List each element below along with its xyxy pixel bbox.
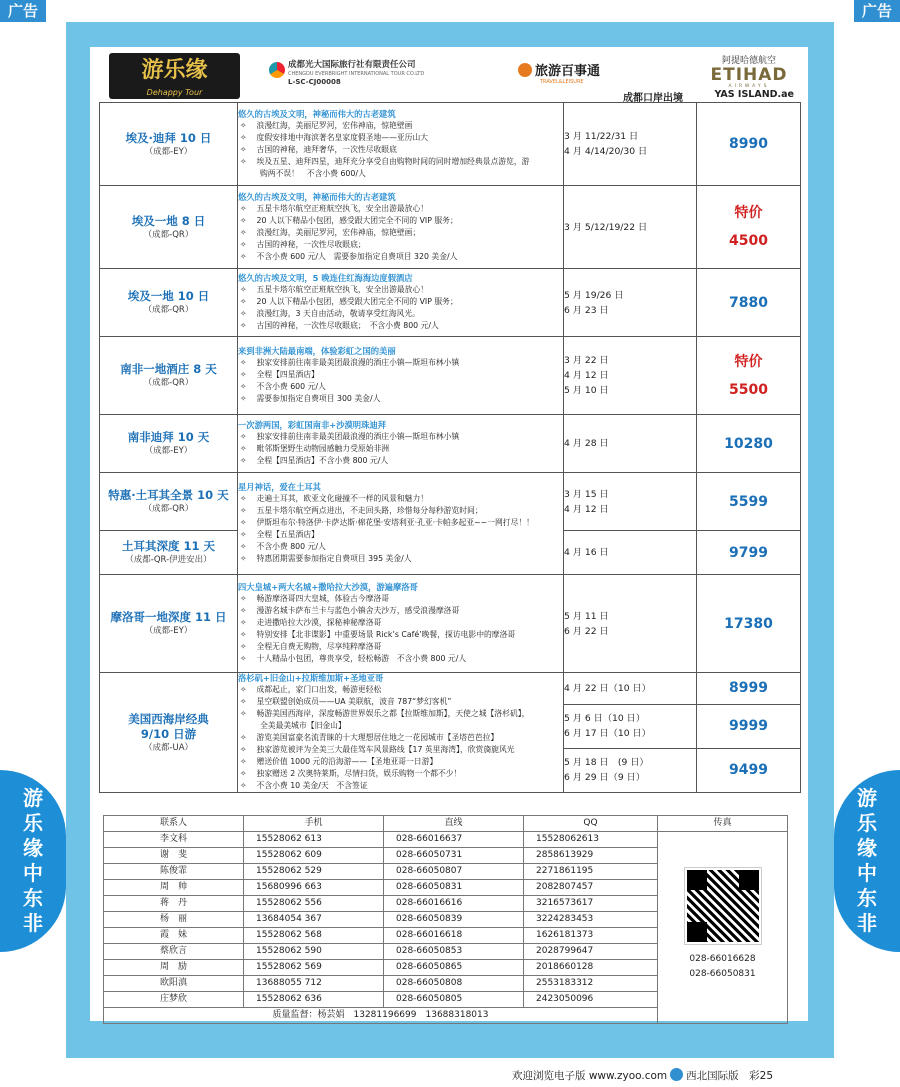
tour-name: 南非一地酒庄 8 天	[120, 362, 217, 376]
contact-name: 霞 妹	[104, 928, 244, 944]
tour-price-cell	[697, 415, 801, 473]
contact-cell: 1626181373	[524, 928, 658, 944]
contact-header-row	[104, 816, 788, 832]
travel-brand	[518, 60, 600, 85]
site-logo-icon	[670, 1068, 683, 1081]
side-char: 中	[857, 861, 877, 885]
tour-date: 4 月 12 日	[564, 503, 609, 515]
tour-date: 5 月 18 日 (9 日）	[564, 757, 649, 769]
contact-cell: 15528062613	[524, 832, 658, 848]
tour-price-cell	[697, 531, 801, 575]
fax-cell	[658, 832, 788, 1024]
contact-header: 联系人	[104, 816, 244, 832]
tour-feature: ✧ 星空联盟创始成员——UA 美联航，波音 787“梦幻客机”	[238, 696, 563, 708]
contact-name: 庄梦欣	[104, 992, 244, 1008]
tour-feature: ✧ 成都起止，家门口出发，畅游更轻松	[238, 684, 563, 696]
tour-dates	[564, 103, 697, 186]
tour-route: （成都-QR）	[143, 504, 194, 514]
tour-feature: ✧ 20 人以下精品小包团，感受跟大团完全不同的 VIP 服务；	[238, 215, 563, 227]
tour-price: 8999	[729, 680, 768, 697]
contact-cell: 15528062 529	[244, 864, 384, 880]
tour-date: 5 月 10 日	[564, 385, 609, 396]
contact-name: 李文科	[104, 832, 244, 848]
contact-cell: 15528062 569	[244, 960, 384, 976]
contact-cell: 2018660128	[524, 960, 658, 976]
contact-cell: 3216573617	[524, 896, 658, 912]
tour-description	[238, 337, 564, 415]
tour-dates	[564, 704, 697, 748]
tour-feature: ✧ 走遍土耳其，欧亚文化碰撞不一样的风景和魅力！	[238, 493, 563, 505]
side-char: 非	[23, 911, 43, 935]
tour-price-cell	[697, 473, 801, 531]
travel-brand-name: 旅游百事通	[535, 64, 601, 79]
contact-cell: 15528062 636	[244, 992, 384, 1008]
header	[90, 47, 808, 102]
tour-feature: ✧ 游览美国富豪名流青睐的十大理想居住地之一花园城市【圣塔芭芭拉】	[238, 732, 563, 744]
tour-feature: ✧ 赠送价值 1000 元的沿海游——【圣地亚哥一日游】	[238, 756, 563, 768]
tour-feature: ✧ 十人精品小包团，尊贵享受，轻松畅游 不含小费 800 元/人	[238, 653, 563, 665]
tour-date: 3 月 15 日	[564, 488, 609, 500]
contact-cell: 15528062 590	[244, 944, 384, 960]
tour-heading: 一次游两国，彩虹国南非+沙漠明珠迪拜	[238, 420, 387, 430]
ad-label-left: 广告	[0, 0, 46, 22]
tour-feature: ✧ 五星卡塔尔航空正班航空执飞，安全出游最放心！	[238, 284, 563, 296]
tour-feature: 全美最美城市【旧金山】	[260, 721, 346, 730]
contact-cell: 028-66050839	[384, 912, 524, 928]
side-char: 游	[23, 786, 43, 810]
tour-name: 埃及·迪拜 10 日	[125, 130, 212, 145]
tour-feature: ✧ 浪漫红海，美丽尼罗河，宏伟神庙，惊艳壁画	[238, 120, 563, 132]
contact-header: 手机	[244, 816, 384, 832]
contact-name: 陈俊霏	[104, 864, 244, 880]
tour-dates	[564, 575, 697, 673]
page-number: 彩25	[749, 1070, 774, 1082]
tour-heading: 悠久的古埃及文明，神秘而伟大的古老建筑	[238, 108, 396, 119]
contact-name: 周 励	[104, 960, 244, 976]
tour-date: 4 月 12 日	[564, 370, 609, 381]
tour-feature: ✧ 20 人以下精品小包团，感受跟大团完全不同的 VIP 服务；	[238, 296, 563, 308]
tour-date: 3 月 5/12/19/22 日	[564, 221, 648, 233]
tour-row	[100, 575, 801, 673]
tour-name-cell	[100, 575, 238, 673]
tour-feature: ✧ 古国的神秘，迪拜奢华，一次性尽收眼底	[238, 144, 563, 156]
contact-cell: 2271861195	[524, 864, 658, 880]
tour-dates	[564, 473, 697, 531]
tour-route: （成都-QR-伊进安出）	[125, 555, 212, 565]
tour-table	[99, 102, 801, 793]
yas-island-label: YAS ISLAND.ae	[714, 89, 794, 100]
tour-price-cell	[697, 269, 801, 337]
tour-dates	[564, 186, 697, 269]
tour-feature: ✧ 不含小费 600 元/人 需要参加指定自费项目 320 美金/人	[238, 251, 563, 263]
brand-subtitle: Dehappy Tour	[146, 88, 203, 97]
tour-route: （成都-EY）	[144, 146, 193, 157]
tour-name: 南非迪拜 10 天	[127, 430, 210, 444]
tour-name: 土耳其深度 11 天	[121, 539, 215, 553]
tour-feature: ✧ 五星卡塔尔航空两点进出，不走回头路，珍惜每分每秒游览时间；	[238, 505, 563, 517]
tour-price: 9799	[729, 544, 768, 561]
tour-name-cell	[100, 337, 238, 415]
tour-row	[100, 415, 801, 473]
tour-date: 4 月 4/14/20/30 日	[564, 146, 648, 157]
tour-row	[100, 673, 801, 705]
tour-feature: ✧ 畅游美国西海岸，深度畅游世界娱乐之都【拉斯维加斯】，天使之城【洛杉矶】，	[238, 708, 563, 720]
tour-feature: ✧ 特别安排【北非谍影】中重要场景 Rick’s Café’晚餐，探访电影中的摩洛哥	[238, 629, 563, 641]
qr-code-icon	[685, 868, 761, 944]
tour-heading: 来到非洲大陆最南端，体验彩虹之国的美丽	[238, 346, 396, 356]
tour-name: 美国西海岸经典	[128, 711, 209, 726]
tour-dates	[564, 415, 697, 473]
contact-cell: 028-66016616	[384, 896, 524, 912]
tour-feature: ✧ 不含小费 10 美金/天 不含签证	[238, 780, 563, 792]
tour-feature: ✧ 古国的神秘，一次性尽收眼底； 不含小费 800 元/人	[238, 320, 563, 332]
tour-name-cell	[100, 186, 238, 269]
tour-date: 5 月 11 日	[564, 610, 609, 622]
tour-price: 4500	[729, 233, 768, 249]
tour-description	[238, 575, 564, 673]
contact-cell: 13684054 367	[244, 912, 384, 928]
contact-cell: 15528062 609	[244, 848, 384, 864]
tour-feature: ✧ 度假安排地中海滨著名皇家度假圣地——亚历山大	[238, 132, 563, 144]
tour-price-cell	[697, 103, 801, 186]
tour-price-cell	[697, 186, 801, 269]
side-char: 游	[857, 786, 877, 810]
tour-date: 3 月 22 日	[564, 355, 609, 366]
tour-row	[100, 473, 801, 531]
spacer	[697, 222, 800, 232]
tour-dates	[564, 673, 697, 705]
tour-description	[238, 269, 564, 337]
tour-feature: ✧ 全程无自费无购物，尽享纯粹摩洛哥	[238, 641, 563, 653]
contact-cell: 3224283453	[524, 912, 658, 928]
tour-name: 摩洛哥一地深度 11 日	[110, 610, 227, 624]
tour-feature: ✧ 全程【四星酒店】	[238, 369, 563, 381]
tour-dates	[564, 337, 697, 415]
tour-route: （成都-QR）	[143, 229, 194, 240]
tour-name-2: 9/10 日游	[140, 726, 197, 741]
tour-feature: ✧ 不含小费 600 元/人	[238, 381, 563, 393]
contact-name: 周 帅	[104, 880, 244, 896]
tour-price-cell	[697, 704, 801, 748]
tour-price: 5599	[729, 493, 768, 510]
contact-name: 欧阳滇	[104, 976, 244, 992]
tour-feature: ✧ 特惠团期需要参加指定自费项目 395 美金/人	[238, 553, 563, 565]
tour-name-cell	[100, 531, 238, 575]
tour-date: 4 月 22 日（10 日）	[564, 682, 651, 694]
tour-row	[100, 103, 801, 186]
departure-label: 成都口岸出境	[623, 93, 683, 104]
tour-date: 4 月 28 日	[564, 438, 609, 449]
side-tab-right	[834, 770, 900, 952]
tour-heading: 洛杉矶+旧金山+拉斯维加斯+圣地亚哥	[238, 673, 384, 683]
contact-cell: 2858613929	[524, 848, 658, 864]
tour-price: 10280	[724, 435, 773, 452]
contact-cell: 028-66016618	[384, 928, 524, 944]
contact-cell: 2423050096	[524, 992, 658, 1008]
airline-name-en: ETIHAD	[710, 65, 788, 85]
contact-cell: 2082807457	[524, 880, 658, 896]
tour-route: （成都-UA）	[143, 742, 194, 753]
side-text	[0, 770, 66, 936]
tour-route: （成都-EY）	[144, 626, 193, 636]
special-price-label: 特价	[734, 353, 763, 370]
brand-name: 游乐缘	[141, 58, 208, 83]
tour-description	[238, 103, 564, 186]
tour-date: 6 月 22 日	[564, 625, 609, 637]
tour-feature: ✧ 漫游名城卡萨布兰卡与蓝色小镇舍夫沙万，感受浪漫摩洛哥	[238, 605, 563, 617]
contact-cell: 028-66050808	[384, 976, 524, 992]
side-char: 缘	[857, 836, 877, 860]
footer	[512, 1068, 773, 1083]
tour-price: 9499	[729, 762, 768, 779]
tour-feature: ✧ 独家赠送 2 次奥特莱斯，尽情扫货，娱乐购物一个都不少！	[238, 768, 563, 780]
airline-name-cn: 阿提哈德航空	[721, 56, 776, 66]
tour-price: 9999	[729, 718, 768, 735]
tour-route: （成都-QR）	[143, 305, 194, 315]
tour-date: 5 月 19/26 日	[564, 289, 624, 301]
contact-cell: 15528062 568	[244, 928, 384, 944]
tour-feature: ✧ 需要参加指定自费项目 300 美金/人	[238, 393, 563, 405]
tour-route: （成都-QR）	[143, 378, 194, 388]
tour-heading: 悠久的古埃及文明，神秘而伟大的古老建筑	[238, 191, 396, 202]
contact-name: 杨 丽	[104, 912, 244, 928]
tour-price-cell	[697, 673, 801, 705]
tour-feature: ✧ 畅游摩洛哥四大皇城，体验古今摩洛哥	[238, 593, 563, 605]
contact-row	[104, 832, 788, 848]
airline-logo	[704, 53, 794, 89]
tour-feature: ✧ 走进撒哈拉大沙漠，探秘神秘摩洛哥	[238, 617, 563, 629]
tour-date: 6 月 17 日（10 日）	[564, 728, 651, 740]
tour-name-cell	[100, 103, 238, 186]
tour-row	[100, 186, 801, 269]
tour-feature: ✧ 五星卡塔尔航空正班航空执飞，安全出游最放心！	[238, 203, 563, 215]
footer-edition: 西北国际版	[686, 1070, 739, 1082]
side-char: 东	[23, 886, 43, 910]
tour-feature: ✧ 伊斯坦布尔·特洛伊·卡萨达斯·棉花堡·安塔利亚·孔亚·卡帕多起亚~~一网打尽！！	[238, 517, 563, 529]
tour-date: 6 月 29 日（9 日）	[564, 772, 646, 784]
contact-cell: 13688055 712	[244, 976, 384, 992]
contact-name: 蒋 丹	[104, 896, 244, 912]
tour-row	[100, 337, 801, 415]
tour-description	[238, 186, 564, 269]
company-name-en: CHENGDU EVERBRIGHT INTERNATIONAL TOUR CO.LTD	[288, 71, 425, 77]
side-text	[834, 770, 900, 936]
tour-dates	[564, 748, 697, 792]
tour-date: 6 月 23 日	[564, 304, 609, 316]
tour-feature: ✧ 独家安排前往南非最美团最浪漫的酒庄小镇—斯坦布林小镇	[238, 431, 563, 443]
tour-feature: ✧ 埃及五星、迪拜四星，迪拜充分享受自由购物时间的同时增加经典景点游览，游	[238, 156, 563, 168]
tour-description	[238, 415, 564, 473]
side-char: 东	[857, 886, 877, 910]
side-char: 中	[23, 861, 43, 885]
side-char: 非	[857, 911, 877, 935]
tour-price-cell	[697, 337, 801, 415]
contact-cell: 15528062 556	[244, 896, 384, 912]
footer-text: 欢迎浏览电子版 www.zyoo.com	[512, 1070, 668, 1082]
tour-feature: ✧ 全程【四星酒店】不含小费 800 元/人	[238, 455, 563, 467]
contact-cell: 028-66050805	[384, 992, 524, 1008]
contact-cell: 028-66016637	[384, 832, 524, 848]
tour-dates	[564, 531, 697, 575]
tour-heading: 星月神话，爱在土耳其	[238, 482, 321, 492]
side-char: 乐	[23, 811, 43, 835]
tour-feature: 购两不误！ 不含小费 600/人	[260, 168, 366, 178]
contact-header: 传真	[658, 816, 788, 832]
tour-name: 埃及一地 8 日	[131, 213, 206, 228]
tour-name-cell	[100, 269, 238, 337]
brochure-page	[90, 47, 808, 1021]
tour-date: 5 月 6 日（10 日）	[564, 713, 646, 725]
contact-header: 直线	[384, 816, 524, 832]
tour-name: 特惠·土耳其全景 10 天	[108, 488, 229, 502]
tour-price: 17380	[724, 615, 773, 632]
tour-feature: ✧ 全程【五星酒店】	[238, 529, 563, 541]
tour-price: 5500	[729, 381, 768, 398]
contact-cell: 2553183312	[524, 976, 658, 992]
tour-route: （成都-EY）	[144, 446, 193, 456]
contact-cell: 15680996 663	[244, 880, 384, 896]
airline-name-en2: AIRWAYS	[728, 84, 770, 89]
side-tab-left	[0, 770, 66, 952]
contact-header: QQ	[524, 816, 658, 832]
contact-table	[103, 815, 788, 1024]
contact-cell: 15528062 613	[244, 832, 384, 848]
quality-supervision: 质量监督：杨芸娟 13281196699 13688318013	[104, 1008, 658, 1024]
tour-dates	[564, 269, 697, 337]
tour-price-cell	[697, 575, 801, 673]
travel-brand-en: TRAVEL&LEISURE	[540, 79, 584, 85]
company-name-cn: 成都光大国际旅行社有限责任公司	[288, 60, 416, 70]
tour-heading: 悠久的古埃及文明，5 晚连住红海海边度假酒店	[238, 273, 413, 283]
spacer	[697, 371, 800, 381]
contact-cell: 028-66050865	[384, 960, 524, 976]
tour-feature: ✧ 独家安排前往南非最美团最浪漫的酒庄小镇—斯坦布林小镇	[238, 357, 563, 369]
contact-cell: 2028799647	[524, 944, 658, 960]
tour-price: 7880	[729, 294, 768, 311]
tour-description	[238, 673, 564, 793]
license-number: L-SC-CJ00008	[288, 78, 341, 86]
company-logo-icon	[269, 62, 285, 78]
tour-price-cell	[697, 748, 801, 792]
travel-brand-icon	[518, 63, 532, 77]
side-char: 乐	[857, 811, 877, 835]
tour-heading: 四大皇城+两大名城+撒哈拉大沙漠，游遍摩洛哥	[238, 582, 418, 592]
tour-name-cell	[100, 673, 238, 793]
tour-description	[238, 473, 564, 575]
special-price-label: 特价	[734, 205, 763, 221]
fax-number: 028-66050831	[689, 969, 756, 979]
contact-name: 蔡欣言	[104, 944, 244, 960]
contact-cell: 028-66050731	[384, 848, 524, 864]
tour-feature: ✧ 不含小费 800 元/人	[238, 541, 563, 553]
tour-feature: ✧ 浪漫红海，3 天自由活动，敬请享受红海风光。	[238, 308, 563, 320]
tour-feature: ✧ 古国的神秘，一次性尽收眼底；	[238, 239, 563, 251]
tour-row	[100, 269, 801, 337]
tour-date: 4 月 16 日	[564, 547, 609, 558]
tour-name: 埃及一地 10 日	[127, 289, 210, 303]
tour-feature: ✧ 毗邻斯堡野生动物园感触力受原始非洲	[238, 443, 563, 455]
contact-cell: 028-66050831	[384, 880, 524, 896]
side-char: 缘	[23, 836, 43, 860]
tour-date: 3 月 11/22/31 日	[564, 131, 639, 142]
contact-cell: 028-66050807	[384, 864, 524, 880]
tour-feature: ✧ 浪漫红海，美丽尼罗河，宏伟神庙，惊艳壁画；	[238, 227, 563, 239]
contact-cell: 028-66050853	[384, 944, 524, 960]
company-block	[288, 60, 488, 88]
fax-number: 028-66016628	[689, 954, 756, 964]
tour-name-cell	[100, 415, 238, 473]
tour-name-cell	[100, 473, 238, 531]
tour-feature: ✧ 独家游览被评为全美三大最佳驾车风景路线【17 英里海湾】，欣赏旖旎风光	[238, 744, 563, 756]
tour-price: 8990	[729, 136, 768, 152]
contact-name: 谢 斐	[104, 848, 244, 864]
ad-label-right: 广告	[854, 0, 900, 22]
brand-logo	[109, 53, 240, 99]
